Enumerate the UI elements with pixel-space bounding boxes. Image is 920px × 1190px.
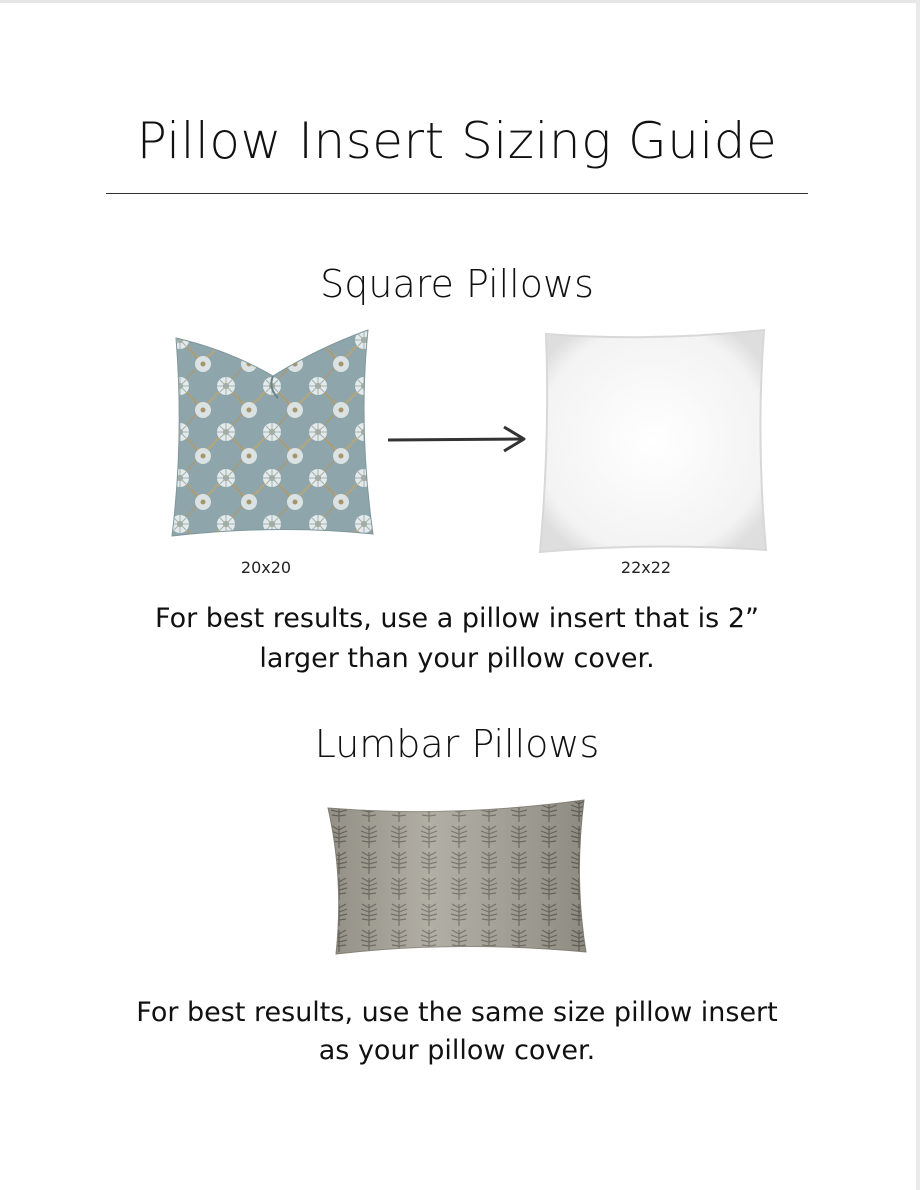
square-pillow-cover-image [168, 328, 383, 540]
lumbar-pillow-image [324, 798, 590, 958]
arrow-right-icon [386, 422, 531, 456]
page-title: Pillow Insert Sizing Guide [136, 112, 778, 170]
lumbar-pillows-heading: Lumbar Pillows [314, 722, 600, 766]
lumbar-note-line-2: as your pillow cover. [318, 1035, 596, 1066]
insert-size-label: 22x22 [620, 558, 672, 577]
page-edge-right [916, 0, 920, 1190]
title-divider [106, 193, 808, 194]
lumbar-note-line-1: For best results, use the same size pillow insert [136, 997, 778, 1028]
cover-size-label: 20x20 [240, 558, 292, 577]
square-note-line-2: larger than your pillow cover. [259, 643, 655, 674]
square-pillows-heading: Square Pillows [320, 262, 594, 306]
pillow-insert-image [534, 328, 772, 556]
page-edge-top [0, 0, 920, 3]
square-note-line-1: For best results, use a pillow insert that is 2” [155, 603, 759, 634]
